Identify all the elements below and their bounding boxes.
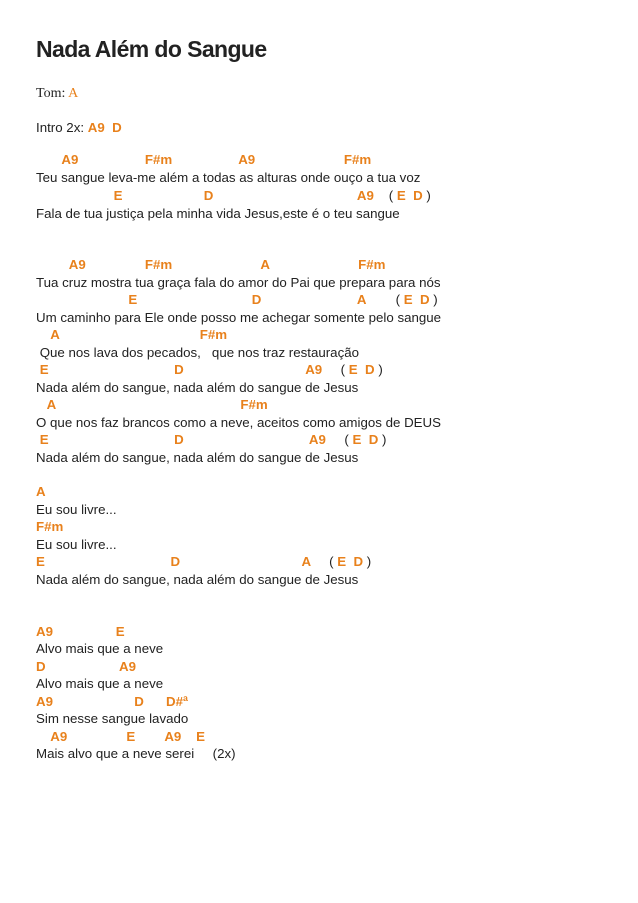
chord-line [36, 694, 188, 710]
lyric-text: Nada além do sangue, nada além do sangue de Jesus [36, 380, 359, 395]
chord-text: E D A9 [36, 362, 341, 377]
chord-text: E D [348, 362, 375, 377]
lyric-line [36, 170, 420, 186]
lyric-line [36, 345, 359, 361]
lyric-line [36, 380, 358, 396]
chord-text: E D A9 [36, 432, 345, 447]
lyric-text: O que nos faz brancos como a neve, aceitos como amigos de DEUS [36, 415, 442, 430]
chord-text: D A9 [36, 659, 136, 674]
chord-line [36, 432, 386, 448]
chord-line [36, 292, 438, 308]
chord-line [36, 554, 371, 570]
chord-text: E D [403, 292, 430, 307]
chord-line [36, 659, 136, 675]
lyric-text: Tua cruz mostra tua graça fala do amor do Pai que prepara para nós [36, 275, 441, 290]
lyric-text: Alvo mais que a neve [36, 676, 164, 691]
chord-line [36, 327, 227, 343]
song-key [36, 86, 78, 102]
lyric-text: Teu sangue leva-me além a todas as alturas onde ouço a tua voz [36, 170, 421, 185]
chord-paren: ( [344, 432, 353, 447]
lyric-line [36, 641, 163, 657]
lyric-text: Eu sou livre... [36, 502, 117, 517]
chord-text: E D A [36, 554, 330, 569]
chord-line [36, 397, 268, 413]
chord-text: A9 D D#ª [36, 694, 188, 709]
lyric-text: Intro 2x: [36, 120, 88, 135]
chord-paren: ) [374, 362, 383, 377]
lyric-line [36, 206, 400, 222]
lyric-line [36, 572, 358, 588]
lyric-line [36, 711, 188, 727]
chord-text: A F#m [36, 327, 228, 342]
chord-paren: ) [422, 188, 431, 203]
chord-paren: ( [395, 292, 404, 307]
lyric-text: Nada além do sangue, nada além do sangue de Jesus [36, 572, 359, 587]
lyric-text: Que nos lava dos pecados, que nos traz restauração [36, 345, 360, 360]
lyric-line [36, 537, 117, 553]
lyric-text: Fala de tua justiça pela minha vida Jesus,este é o teu sangue [36, 206, 400, 221]
chord-text: E D [337, 554, 364, 569]
chord-text: A9 F#m A F#m [36, 257, 386, 272]
chord-line [36, 120, 122, 136]
lyric-text: Nada além do sangue, nada além do sangue de Jesus [36, 450, 359, 465]
lyric-line [36, 415, 441, 431]
chord-text: F#m [36, 519, 64, 534]
chord-paren: ( [329, 554, 338, 569]
lyric-line [36, 275, 441, 291]
lyric-line [36, 450, 358, 466]
lyric-text: Mais alvo que a neve serei (2x) [36, 746, 236, 761]
chord-paren: ) [363, 554, 372, 569]
lyric-line [36, 502, 117, 518]
chord-paren: ( [340, 362, 349, 377]
chord-text: E D [352, 432, 379, 447]
chord-paren: ) [429, 292, 438, 307]
chord-text: E D A [36, 292, 396, 307]
chord-text: A9 E A9 E [36, 729, 205, 744]
chord-line [36, 362, 383, 378]
key-value: A [68, 86, 79, 101]
chord-line [36, 519, 63, 535]
chord-text: A F#m [36, 397, 268, 412]
chord-text: A [36, 484, 46, 499]
lyric-line [36, 676, 163, 692]
key-label: Tom: [36, 86, 66, 101]
chord-line [36, 152, 371, 168]
chord-text: E D A9 [36, 188, 389, 203]
lyric-text: Alvo mais que a neve [36, 641, 164, 656]
chord-paren: ( [388, 188, 397, 203]
chord-text: A9 F#m A9 F#m [36, 152, 372, 167]
lyric-text: Eu sou livre... [36, 537, 117, 552]
lyric-line [36, 746, 236, 762]
chord-line [36, 624, 125, 640]
chord-text: A9 E [36, 624, 125, 639]
chord-line [36, 257, 386, 273]
lyric-text: Um caminho para Ele onde posso me achegar somente pelo sangue [36, 310, 442, 325]
chord-line [36, 484, 46, 500]
chord-line [36, 188, 431, 204]
lyric-text: Sim nesse sangue lavado [36, 711, 189, 726]
chord-paren: ) [378, 432, 387, 447]
chord-text: A9 D [87, 120, 122, 135]
song-title: Nada Além do Sangue [36, 36, 267, 62]
lyric-line [36, 310, 441, 326]
chord-text: E D [396, 188, 423, 203]
chord-line [36, 729, 205, 745]
